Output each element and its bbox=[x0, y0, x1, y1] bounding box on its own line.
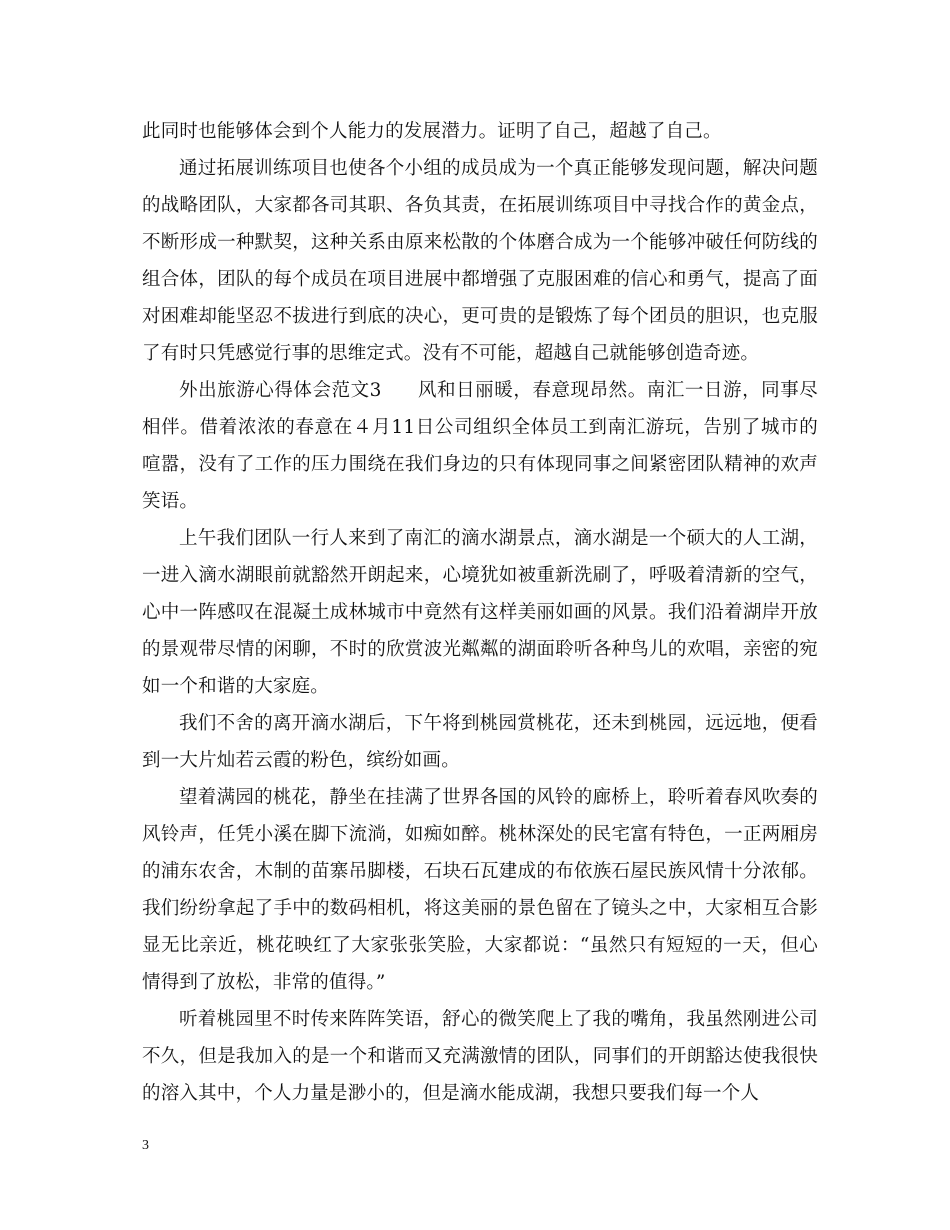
trip-intro-text: 风和日丽暖，春意现昂然。南汇一日游，同事尽相伴。借着浓浓的春意在４月11日公司组织全体员工到南汇游玩，告别了城市的喧嚣，没有了工作的压力围绕在我们身边的只有体现同事之间紧密团队精神的欢声笑语。 bbox=[142, 380, 818, 512]
page-number: 3 bbox=[142, 1138, 149, 1153]
paragraph-trip-intro bbox=[142, 372, 818, 520]
paragraph-team-training: 通过拓展训练项目也使各个小组的成员成为一个真正能够发现问题，解决问题的战略团队，大家都各司其职、各负其责，在拓展训练项目中寻找合作的黄金点，不断形成一种默契，这种关系由原来松散的个体磨合成为一个能够冲破任何防线的组合体，团队的每个成员在项目进展中都增强了克服困难的信心和勇气，提高了面对困难却能坚忍不拔进行到底的决心，更可贵的是锻炼了每个团员的胆识，也克服了有时只凭感觉行事的思维定式。没有不可能，超越自己就能够创造奇迹。 bbox=[142, 158, 818, 364]
paragraph-laughter: 听着桃园里不时传来阵阵笑语，舒心的微笑爬上了我的嘴角，我虽然刚进公司不久，但是我加入的是一个和谐而又充满激情的团队，同事们的开朗豁达使我很快的溶入其中，个人力量是渺小的，但是滴水能成湖，我想只要我们每一个人 bbox=[142, 1009, 818, 1104]
paragraph-peach-garden: 望着满园的桃花，静坐在挂满了世界各国的风铃的廊桥上，聆听着春风吹奏的风铃声，任凭小溪在脚下流淌，如痴如醉。桃林深处的民宅富有特色，一正两厢房的浦东农舍，木制的苗寨吊脚楼，石块石瓦建成的布依族石屋民族风情十分浓郁。我们纷纷拿起了手中的数码相机，将这美丽的景色留在了镜头之中，大家相互合影显无比亲近，桃花映红了大家张张笑脸，大家都说：“虽然只有短短的一天，但心情得到了放松，非常的值得。” bbox=[142, 787, 818, 993]
section-title: 外出旅游心得体会范文3 bbox=[179, 380, 382, 401]
paragraph-dishui-lake: 上午我们团队一行人来到了南汇的滴水湖景点，滴水湖是一个硕大的人工湖，一进入滴水湖眼前就豁然开朗起来，心境犹如被重新洗刷了，呼吸着清新的空气，心中一阵感叹在混凝土成林城市中竟然有这样美丽如画的风景。我们沿着湖岸开放的景观带尽情的闲聊，不时的欣赏波光粼粼的湖面聆听各种鸟儿的欢唱，亲密的宛如一个和谐的大家庭。 bbox=[142, 528, 818, 697]
document-body bbox=[142, 113, 818, 1112]
paragraph-leaving-lake: 我们不舍的离开滴水湖后，下午将到桃园赏桃花，还未到桃园，远远地，便看到一大片灿若云霞的粉色，缤纷如画。 bbox=[142, 713, 818, 771]
paragraph-continuation: 此同时也能够体会到个人能力的发展潜力。证明了自己，超越了自己。 bbox=[142, 121, 722, 142]
